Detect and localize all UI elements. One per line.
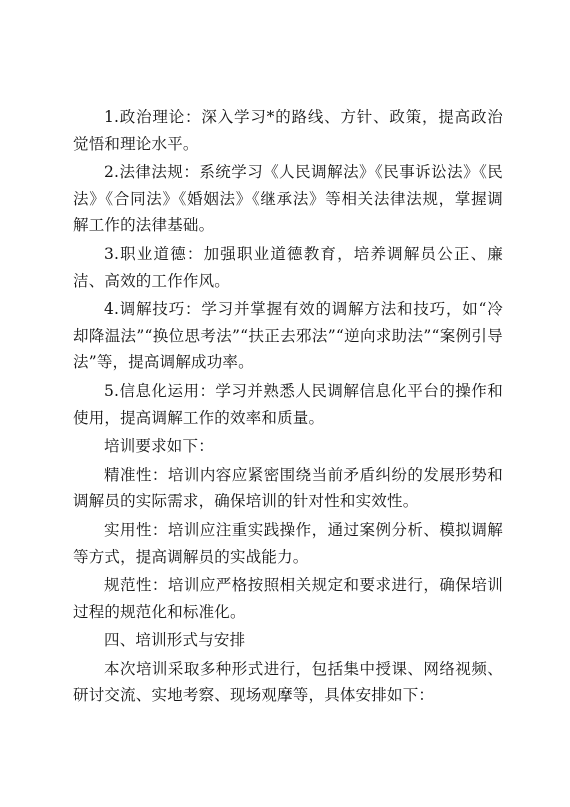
paragraph-training-arrangement: 本次培训采取多种形式进行，包括集中授课、网络视频、研讨交流、实地考察、现场观摩等，具体安排如下： bbox=[73, 659, 503, 705]
paragraph-standardization: 规范性：培训应严格按照相关规定和要求进行，确保培训过程的规范化和标准化。 bbox=[73, 576, 503, 621]
paragraph-professional-ethics: 3.职业道德：加强职业道德教育，培养调解员公正、廉洁、高效的工作作风。 bbox=[73, 244, 503, 290]
paragraph-laws-regulations: 2.法律法规：系统学习《人民调解法》《民事诉讼法》《民法》《合同法》《婚姻法》《继承法》等相关法律法规，掌握调解工作的法律基础。 bbox=[73, 163, 503, 235]
paragraph-training-requirements-intro: 培训要求如下： bbox=[104, 437, 214, 456]
paragraph-informatization: 5.信息化运用：学习并熟悉人民调解信息化平台的操作和使用，提高调解工作的效率和质量。 bbox=[73, 381, 503, 427]
document-body bbox=[73, 104, 503, 711]
paragraph-practicality: 实用性：培训应注重实践操作，通过案例分析、模拟调解等方式，提高调解员的实战能力。 bbox=[73, 520, 503, 566]
section-heading-training-format: 四、培训形式与安排 bbox=[104, 631, 246, 650]
paragraph-political-theory: 1.政治理论：深入学习*的路线、方针、政策，提高政治觉悟和理论水平。 bbox=[73, 108, 503, 153]
paragraph-mediation-skills: 4.调解技巧：学习并掌握有效的调解方法和技巧，如“冷却降温法”“换位思考法”“扶正去邪法”“逆向求助法”“案例引导法”等，提高调解成功率。 bbox=[73, 300, 503, 372]
paragraph-precision: 精准性：培训内容应紧密围绕当前矛盾纠纷的发展形势和调解员的实际需求，确保培训的针对性和实效性。 bbox=[73, 465, 503, 511]
